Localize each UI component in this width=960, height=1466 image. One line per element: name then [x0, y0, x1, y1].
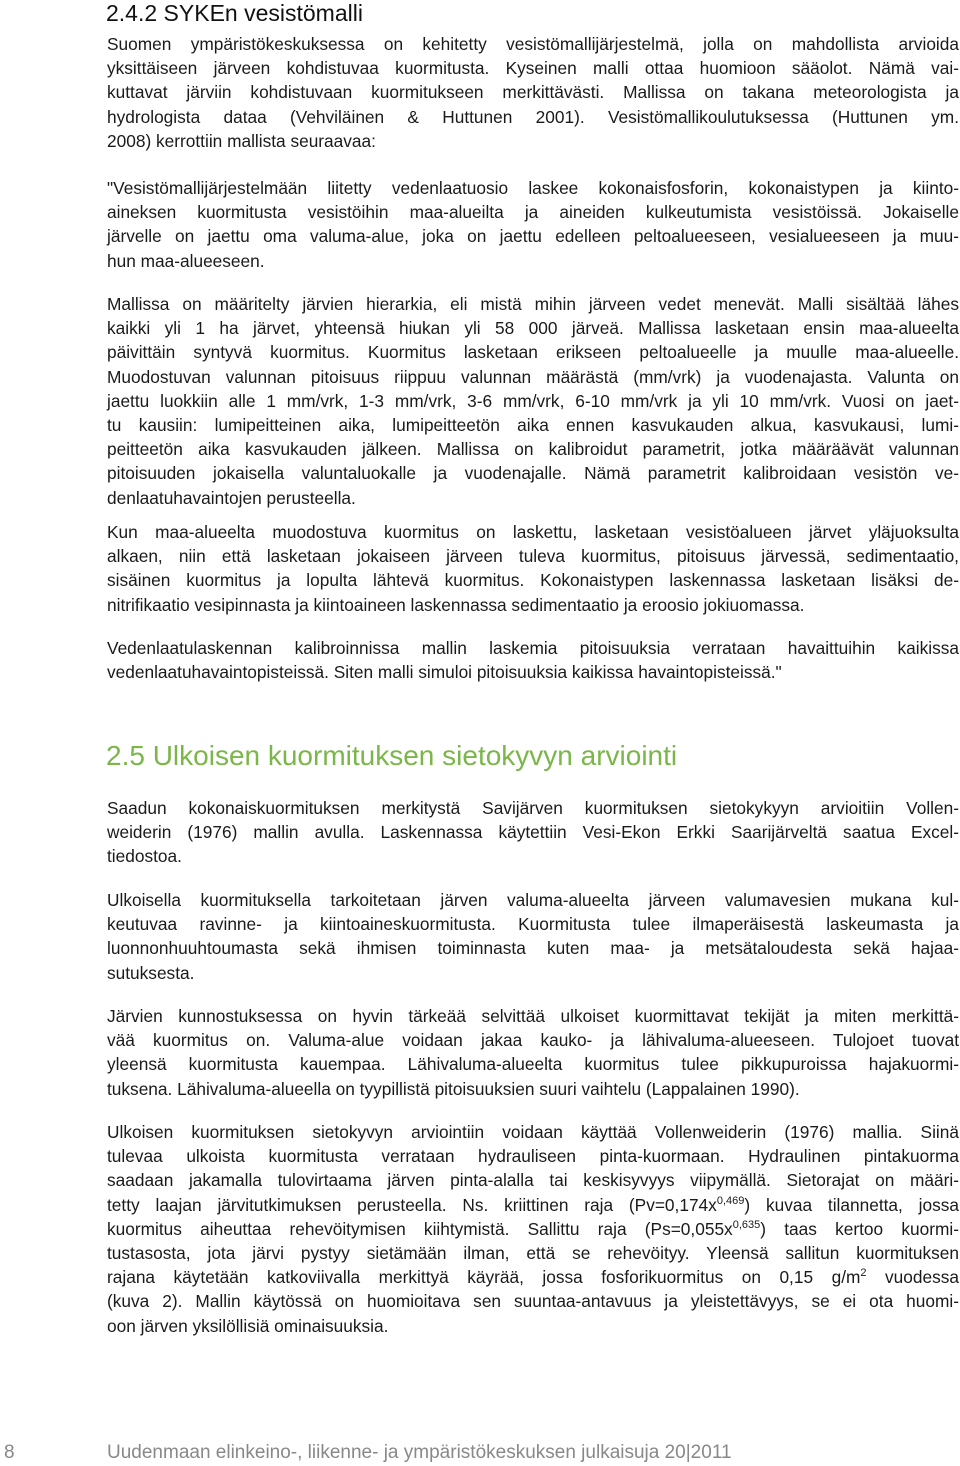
text-line: 2008) kerrottiin mallista seuraavaa: — [107, 130, 376, 151]
exponent: 0,469 — [716, 1194, 745, 1207]
text-line: denlaatuhavaintojen perusteella. — [107, 487, 356, 508]
text-line: (kuva 2). Mallin käytössä on huomioitava sen suuntaa-antavuus ja yleistettävyys, se ei ota huomi- — [107, 1291, 959, 1312]
text-line: järvelle on jaettu oma valuma-alue, joka on jaettu edelleen peltoalueeseen, vesialueeseen ja muu- — [107, 226, 959, 247]
text-fragment: kuormitus aiheuttaa rehevöitymisen kiihtymistä. Sallittu raja (Ps=0,055x — [107, 1218, 733, 1239]
text-line: Muodostuvan valunnan pitoisuus riippuu valunnan määrästä (mm/vrk) ja vuodenajasta. Valunta on — [107, 366, 959, 387]
paragraph-lake-hierarchy — [107, 292, 959, 510]
text-line: hun maa-alueeseen. — [107, 250, 265, 271]
text-line: alkaen, niin että lasketaan jokaiseen järveen tuleva kuormitus, pitoisuus järvessä, sedimentaatio, — [107, 546, 959, 567]
text-fragment: ) kuvaa tilannetta, jossa — [744, 1194, 960, 1215]
text-line: kuttavat järviin kohdistuvaan kuormitukseen merkittävästi. Mallissa on takana meteorologista ja — [107, 82, 959, 103]
paragraph-vollenweider-intro — [107, 796, 959, 869]
text-fragment: tetty laajan järvitutkimuksen perusteella. Ns. kriittinen raja (Pv=0,174x — [107, 1194, 717, 1215]
text-line: Vedenlaatulaskennan kalibroinnissa mallin laskemia pitoisuuksia verrataan havaittuihin kaikissa — [107, 638, 959, 658]
text-line: Saadun kokonaiskuormituksen merkitystä Savijärven kuormituksen sietokykyyn arvioitiin Vollen- — [107, 798, 959, 818]
page-number: 8 — [4, 1442, 15, 1463]
text-line: tulevaa ulkoista kuormitusta verrataan hydrauliseen pinta-kuormaan. Hydraulinen pintakuorma — [107, 1146, 959, 1167]
text-fragment: ) taas kertoo kuormi- — [760, 1218, 959, 1239]
exponent: 2 — [860, 1267, 867, 1280]
text-line: Mallissa on määritelty järvien hierarkia, eli mistä mihin järveen vedet menevät. Malli sisältää lähes — [107, 294, 959, 314]
text-line: Kun maa-alueelta muodostuva kuormitus on laskettu, lasketaan vesistöalueen järvet yläjuoksulta — [107, 522, 959, 542]
text-line: yleensä kuormitusta kauempaa. Lähivaluma-alueelta kuormitus tulee pikkupuroissa hajakuormi- — [107, 1054, 959, 1075]
text-line: saadaan jakamalla tulovirtaama järven pinta-alalla tai keskisyvyys viipymällä. Sietorajat on määri- — [107, 1170, 959, 1191]
text-line-formula — [107, 1193, 959, 1217]
paragraph-external-load — [107, 888, 959, 985]
paragraph-quote-start — [107, 176, 959, 273]
text-line: tustasosta, jota järvi pystyy sietämään ilman, että se rehevöityy. Yleensä sallitun kuormituksen — [107, 1243, 959, 1264]
text-line: jaettu luokkiin alle 1 mm/vrk, 1-3 mm/vrk, 3-6 mm/vrk, 6-10 mm/vrk ja yli 10 mm/vrk. Vuosi on jaet- — [107, 390, 959, 411]
text-line: tiedostoa. — [107, 846, 182, 867]
text-line: peitteetön aika kasvukauden jälkeen. Mallissa on kalibroidut parametrit, jotka määräävät valunnan — [107, 439, 959, 460]
text-line: keutuvaa ravinne- ja kiintoaineskuormitusta. Kuormitusta tulee ilmaperäisestä laskeumasta ja — [107, 914, 959, 935]
section-heading-2-4-2: 2.4.2 SYKEn vesistömalli — [106, 0, 363, 26]
exponent: 0,635 — [732, 1218, 761, 1231]
text-line: tu kausiin: lumipeitteinen aika, lumipeitteetön aika ennen kasvukauden alkua, kasvukausi, lumi- — [107, 415, 959, 436]
text-line: tuksena. Lähivaluma-alueella on tyypillistä pitoisuuksien suuri vaihtelu (Lappalainen 1990). — [107, 1078, 800, 1099]
paragraph-calibration — [107, 636, 959, 684]
text-line: kaikki yli 1 ha järvet, yhteensä hiukan yli 58 000 järveä. Mallissa lasketaan ensin maa-alueelta — [107, 318, 959, 339]
paragraph-syke-intro — [107, 32, 959, 153]
text-line: pitoisuuden jokaisella valuntaluokalle ja vuodenajalle. Nämä parametrit kalibroidaan vesistön ve- — [107, 463, 959, 484]
text-line: sutuksesta. — [107, 962, 195, 983]
text-line: sisäinen kuormitus ja lopulta lähtevä kuormitus. Kokonaistypen laskennassa lasketaan lisäksi de- — [107, 570, 959, 591]
paragraph-tolerance-limits — [107, 1120, 959, 1338]
paragraph-lake-calculation — [107, 520, 959, 617]
text-line: vedenlaatuhavaintopisteissä. Siten malli simuloi pitoisuuksia kaikissa havaintopisteissä." — [107, 662, 782, 683]
text-line: luonnonhuuhtoumasta sekä ihmisen toiminnasta kuten maa- ja metsätaloudesta sekä hajaa- — [107, 938, 959, 959]
text-line-formula — [107, 1217, 959, 1241]
text-line: yksittäiseen järveen kohdistuvaa kuormitusta. Kyseinen malli ottaa huomioon sääolot. Nämä vai- — [107, 58, 959, 79]
text-line: hydrologista dataa (Vehviläinen & Huttunen 2001). Vesistömallikoulutuksessa (Huttunen ym. — [107, 106, 959, 127]
text-line-formula — [107, 1265, 959, 1289]
text-fragment: rajana käytetään katkoviivalla merkittyä käyrää, jossa fosforikuormitus on 0,15 g/m — [107, 1267, 861, 1288]
text-line: Järvien kunnostuksessa on hyvin tärkeää selvittää ulkoiset kuormittavat tekijät ja miten merkittä- — [107, 1006, 959, 1026]
paragraph-restoration — [107, 1004, 959, 1101]
text-line: Suomen ympäristökeskuksessa on kehitetty vesistömallijärjestelmä, jolla on mahdollista arvioida — [107, 34, 959, 54]
text-line: weiderin (1976) mallin avulla. Laskennassa käytettiin Vesi-Ekon Erkki Saarijärveltä saatua Excel- — [107, 822, 959, 843]
text-line: oon järven yksilöllisiä ominaisuuksia. — [107, 1315, 389, 1336]
text-line: päivittäin syntyvä kuormitus. Kuormitus lasketaan erikseen peltoalueelle ja muulle maa-alueelle. — [107, 342, 959, 363]
text-line: nitrifikaatio vesipinnasta ja kiintoaineen laskennassa sedimentaatio ja eroosio jokiuomassa. — [107, 594, 805, 615]
text-line: "Vesistömallijärjestelmään liitetty vedenlaatuosio laskee kokonaisfosforin, kokonaistypen ja kiinto- — [107, 178, 959, 198]
text-line: vää kuormitus on. Valuma-alue voidaan jakaa kauko- ja lähivaluma-alueeseen. Tulojoet tuovat — [107, 1030, 959, 1051]
section-heading-2-5: 2.5 Ulkoisen kuormituksen sietokyvyn arviointi — [106, 740, 678, 771]
publication-series: Uudenmaan elinkeino-, liikenne- ja ympäristökeskuksen julkaisuja 20|2011 — [107, 1442, 732, 1463]
text-line: Ulkoisen kuormituksen sietokyvyn arviointiin voidaan käyttää Vollenweiderin (1976) mallia. Siinä — [107, 1122, 959, 1142]
text-line: aineksen kuormitusta vesistöihin maa-alueilta ja aineiden kulkeutumista vesistöissä. Jokaiselle — [107, 202, 959, 223]
text-fragment: vuodessa — [866, 1267, 959, 1288]
text-line: Ulkoisella kuormituksella tarkoitetaan järven valuma-alueelta järveen valumavesien mukana kul- — [107, 890, 959, 910]
